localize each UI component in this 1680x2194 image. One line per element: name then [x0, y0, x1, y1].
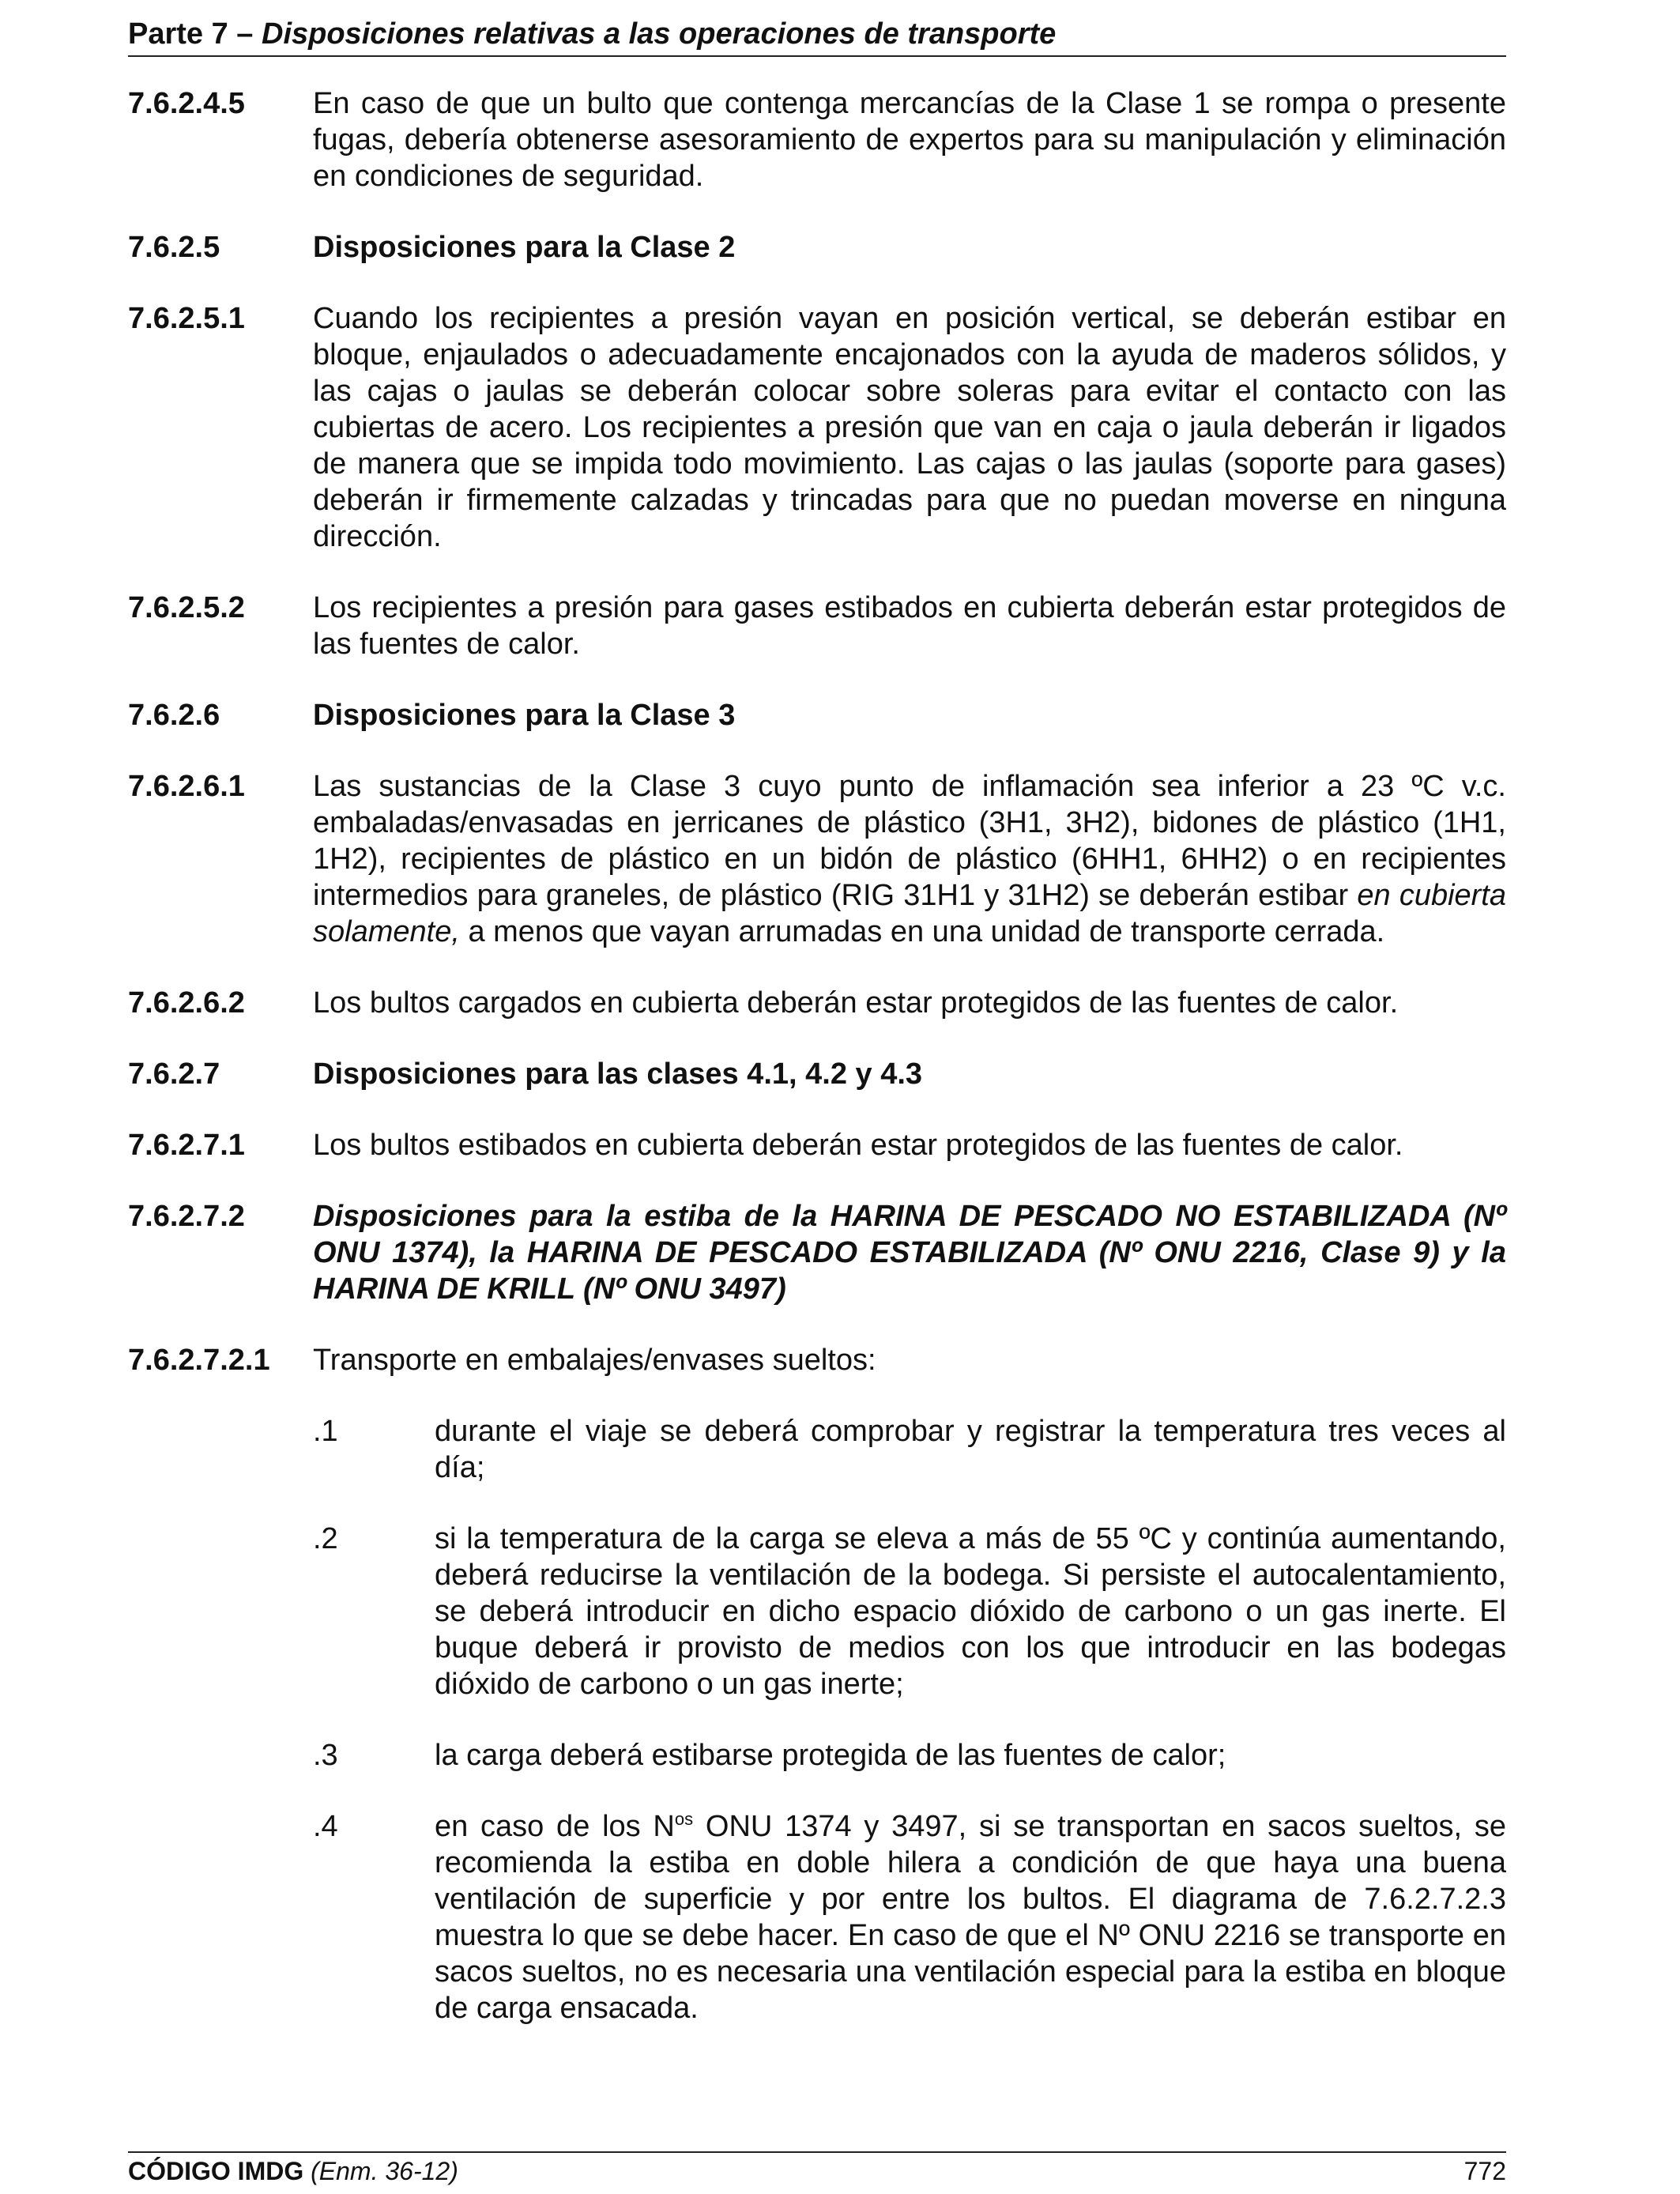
paragraph-7-6-2-4-5: [128, 85, 1506, 194]
paragraph-text: Los recipientes a presión para gases estibados en cubierta deberán estar protegidos de las fuentes de calor.: [313, 591, 1506, 661]
list-item-text: durante el viaje se deberá comprobar y registrar la temperatura tres veces al día;: [435, 1415, 1506, 1484]
header-separator: –: [228, 17, 262, 51]
paragraph-text: Transporte en embalajes/envases sueltos:: [313, 1344, 876, 1377]
paragraph-7-6-2-5-2: [128, 590, 1506, 662]
paragraph-7-6-2-6-1: [128, 768, 1506, 950]
header-title: Disposiciones relativas a las operaciones de transporte: [262, 17, 1057, 51]
page-footer: [128, 2151, 1506, 2191]
list-item: [313, 1413, 1506, 1486]
superscript: os: [674, 1809, 694, 1829]
list-item-text: [435, 1808, 1506, 2026]
subsection-title: Disposiciones para la estiba de la HARINA DE PESCADO NO ESTABILIZADA (Nº ONU 1374), la HARINA DE PESCADO ESTABILIZADA (Nº ONU 2216, Clase 9) y la HARINA DE KRILL (Nº ONU 3497): [313, 1200, 1506, 1306]
section-title: Disposiciones para las clases 4.1, 4.2 y 4.3: [313, 1057, 923, 1091]
list-item: [313, 1521, 1506, 1702]
paragraph-7-6-2-7-1: [128, 1127, 1506, 1163]
page-number: 772: [1463, 2157, 1506, 2185]
paragraph-number: 7.6.2.7.2: [128, 1200, 245, 1233]
paragraph-number: 7.6.2.7: [128, 1057, 220, 1091]
paragraph-text: Los bultos estibados en cubierta deberán estar protegidos de las fuentes de calor.: [313, 1129, 1403, 1162]
list-item-number: .3: [313, 1739, 338, 1772]
paragraph-number: 7.6.2.6.2: [128, 986, 245, 1020]
text-segment: ONU 1374 y 3497, si se transportan en sacos sueltos, se recomienda la estiba en doble hilera a condición de que haya una buena ventilación de superficie y por entre los bultos. El diagrama de 7.6.2.7.2.3 muestra lo que se debe hacer. En caso de que el Nº ONU 2216 se transporte en sacos sueltos, no es necesaria una ventilación especial para la estiba en bloque de carga ensacada.: [435, 1810, 1506, 2025]
footer-code: CÓDIGO IMDG: [128, 2157, 304, 2185]
section-title: Disposiciones para la Clase 3: [313, 699, 736, 732]
list-item-text: si la temperatura de la carga se eleva a más de 55 ºC y continúa aumentando, deberá reducirse la ventilación de la bodega. Si persiste el autocalentamiento, se deberá introducir en dicho espacio dióxido de carbono o un gas inerte. El buque deberá ir provisto de medios con los que introducir en las bodegas dióxido de carbono o un gas inerte;: [435, 1522, 1506, 1701]
paragraph-text: Los bultos cargados en cubierta deberán estar protegidos de las fuentes de calor.: [313, 986, 1399, 1020]
document-body: [128, 85, 1506, 2061]
list-item-text: la carga deberá estibarse protegida de las fuentes de calor;: [435, 1739, 1226, 1772]
paragraph-7-6-2-7-2-1: [128, 1342, 1506, 1378]
paragraph-number: 7.6.2.4.5: [128, 87, 245, 120]
paragraph-text: [313, 768, 1506, 950]
paragraph-number: 7.6.2.5.1: [128, 302, 245, 335]
paragraph-text: Cuando los recipientes a presión vayan en posición vertical, se deberán estibar en bloque, enjaulados o adecuadamente encajonados con la ayuda de maderos sólidos, y las cajas o jaulas se deberán colocar sobre soleras para evitar el contacto con las cubiertas de acero. Los recipientes a presión que van en caja o jaula deberán ir ligados de manera que se impida todo movimiento. Las cajas o las jaulas (soporte para gases) deberán ir firmemente calzadas y trincadas para que no puedan moverse en ninguna dirección.: [313, 302, 1506, 553]
footer-amendment: (Enm. 36-12): [311, 2157, 458, 2185]
section-title: Disposiciones para la Clase 2: [313, 231, 736, 264]
paragraph-7-6-2-5-1: [128, 300, 1506, 555]
text-segment: en caso de los N: [435, 1810, 675, 1843]
list-item: [313, 1808, 1506, 2026]
paragraph-number: 7.6.2.6.1: [128, 770, 245, 803]
paragraph-number: 7.6.2.5: [128, 231, 220, 264]
list-item-number: .1: [313, 1415, 338, 1448]
list-item-number: .4: [313, 1810, 338, 1843]
section-heading-7-6-2-7: [128, 1056, 1506, 1092]
text-segment: a menos que vayan arrumadas en una unidad de transporte cerrada.: [459, 915, 1385, 948]
list-item-number: .2: [313, 1522, 338, 1555]
section-heading-7-6-2-6: [128, 697, 1506, 733]
paragraph-7-6-2-7-2: [128, 1198, 1506, 1307]
section-heading-7-6-2-5: [128, 229, 1506, 266]
paragraph-number: 7.6.2.7.2.1: [128, 1344, 270, 1377]
paragraph-7-6-2-6-2: [128, 985, 1506, 1021]
paragraph-text: En caso de que un bulto que contenga mercancías de la Clase 1 se rompa o presente fugas, debería obtenerse asesoramiento de expertos para su manipulación y eliminación en condiciones de seguridad.: [313, 87, 1506, 193]
paragraph-number: 7.6.2.7.1: [128, 1129, 245, 1162]
emphasis-text: en cubierta solamente,: [313, 879, 1507, 948]
list-item: [313, 1737, 1506, 1774]
header-part: Parte 7: [128, 17, 228, 51]
paragraph-number: 7.6.2.6: [128, 699, 220, 732]
text-segment: Las sustancias de la Clase 3 cuyo punto de inflamación sea inferior a 23 ºC v.c. embaladas/envasadas en jerricanes de plástico (3H1, 3H2), bidones de plástico (1H1, 1H2), recipientes de plástico en un bidón de plástico (6HH1, 6HH2) o en recipientes intermedios para graneles, de plástico (RIG 31H1 y 31H2) se deberán estibar: [313, 770, 1506, 912]
page-header: [128, 14, 1506, 57]
paragraph-number: 7.6.2.5.2: [128, 591, 245, 624]
